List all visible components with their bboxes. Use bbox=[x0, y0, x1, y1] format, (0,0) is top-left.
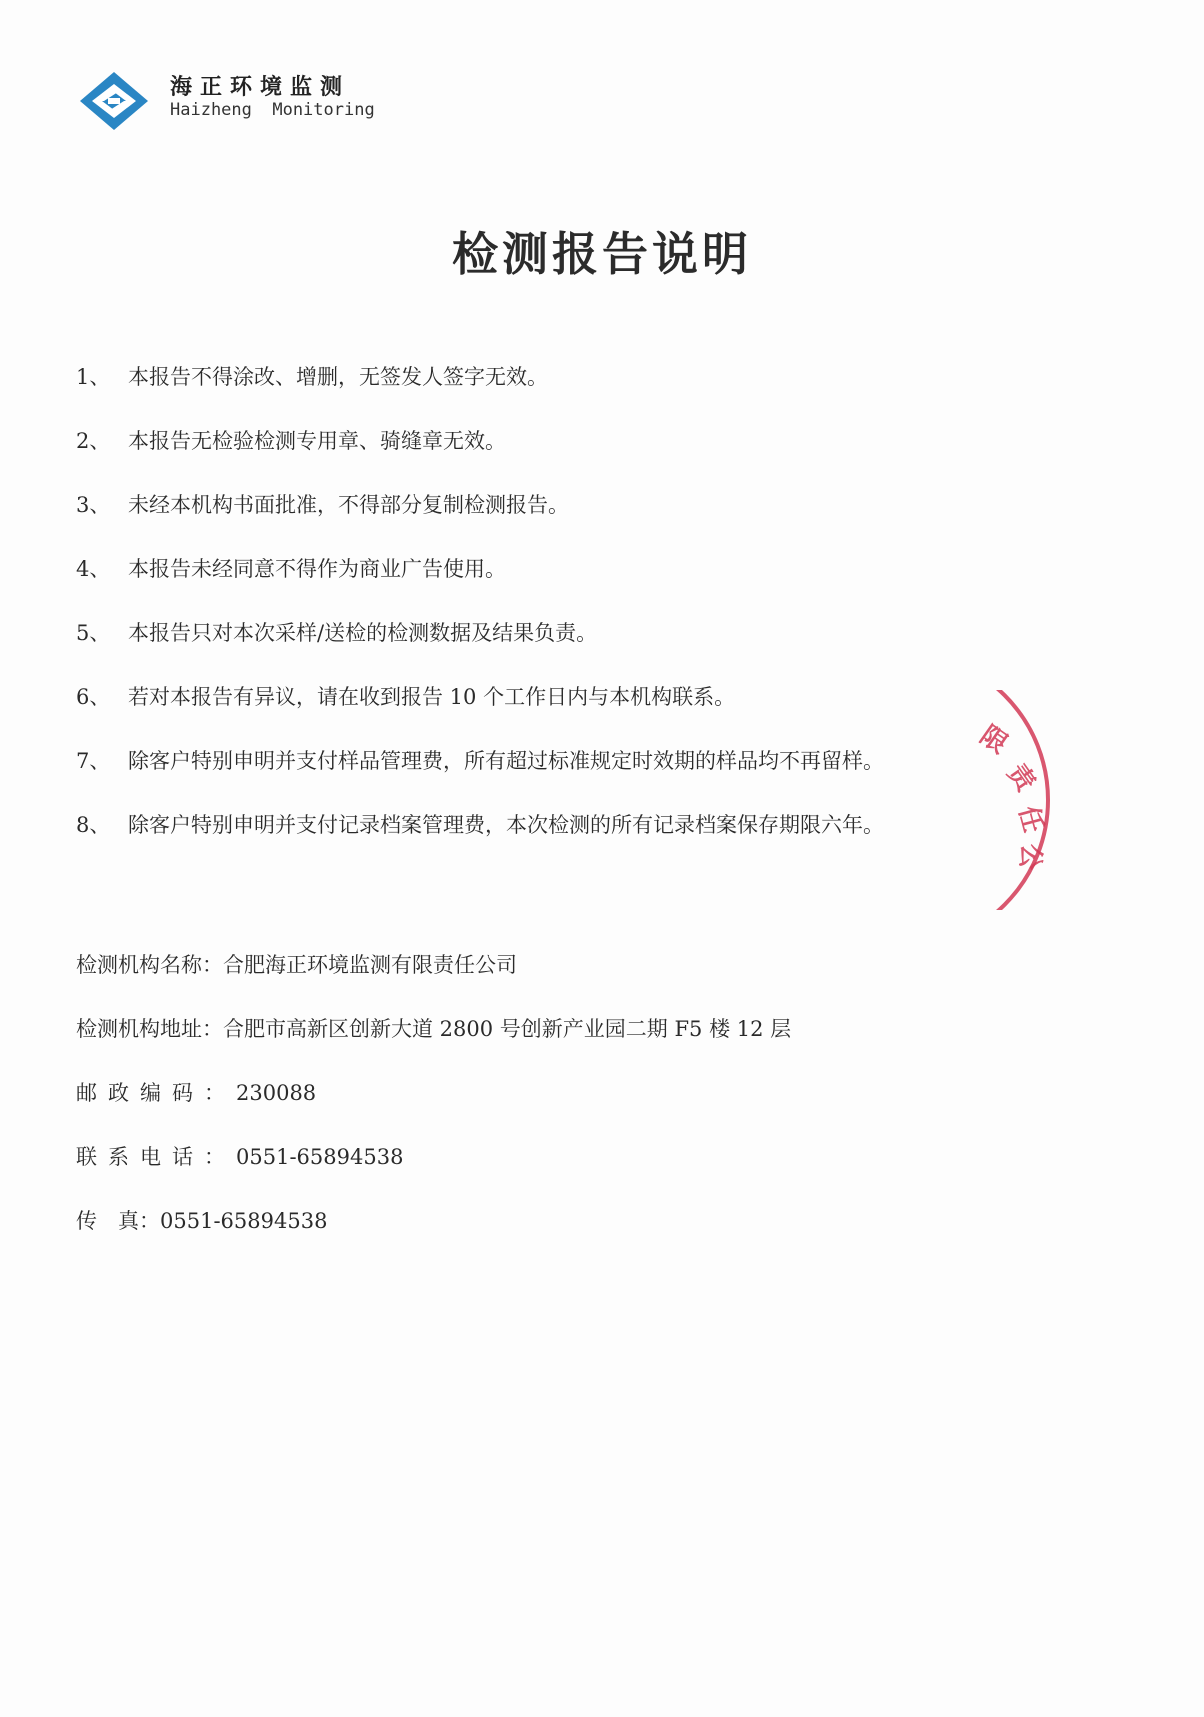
fax-label: 传 真： bbox=[76, 1209, 160, 1233]
company-seal-stamp bbox=[960, 690, 1080, 910]
item-text: 本报告不得涂改、增删，无签发人签字无效。 bbox=[128, 365, 548, 389]
list-item bbox=[76, 746, 1076, 810]
fax-row bbox=[76, 1206, 1076, 1270]
postcode-value: 230088 bbox=[236, 1081, 317, 1105]
item-number: 5、 bbox=[76, 621, 111, 645]
item-number: 3、 bbox=[76, 493, 111, 517]
item-text: 除客户特别申明并支付样品管理费，所有超过标准规定时效期的样品均不再留样。 bbox=[128, 749, 884, 773]
item-number: 8、 bbox=[76, 813, 111, 837]
item-number: 7、 bbox=[76, 749, 111, 773]
item-text: 本报告未经同意不得作为商业广告使用。 bbox=[128, 557, 506, 581]
list-item bbox=[76, 426, 1076, 490]
org-name-label: 检测机构名称： bbox=[76, 953, 223, 977]
item-text: 未经本机构书面批准，不得部分复制检测报告。 bbox=[128, 493, 569, 517]
org-name-value: 合肥海正环境监测有限责任公司 bbox=[223, 953, 517, 977]
brand-name-en: Haizheng Monitoring bbox=[170, 100, 375, 120]
item-number: 2、 bbox=[76, 429, 111, 453]
item-text: 本报告无检验检测专用章、骑缝章无效。 bbox=[128, 429, 506, 453]
list-item bbox=[76, 810, 1076, 874]
org-name-row bbox=[76, 950, 1076, 1014]
item-text: 除客户特别申明并支付记录档案管理费，本次检测的所有记录档案保存期限六年。 bbox=[128, 813, 884, 837]
list-item bbox=[76, 682, 1076, 746]
svg-text:责: 责 bbox=[1001, 758, 1041, 798]
svg-text:公: 公 bbox=[1013, 842, 1046, 872]
page-title: 检测报告说明 bbox=[452, 227, 752, 281]
fax-value: 0551-65894538 bbox=[160, 1209, 328, 1233]
item-number: 1、 bbox=[76, 365, 111, 389]
item-text: 本报告只对本次采样/送检的检测数据及结果负责。 bbox=[128, 621, 598, 645]
contact-info bbox=[76, 950, 1076, 1270]
list-item bbox=[76, 490, 1076, 554]
notes-list bbox=[76, 362, 1076, 874]
item-number: 6、 bbox=[76, 685, 111, 709]
brand-name-cn: 海正环境监测 bbox=[170, 75, 351, 100]
postcode-label: 邮政编码： bbox=[76, 1081, 236, 1105]
address-label: 检测机构地址： bbox=[76, 1017, 223, 1041]
list-item bbox=[76, 618, 1076, 682]
svg-text:任: 任 bbox=[1012, 803, 1049, 836]
svg-text:限: 限 bbox=[974, 720, 1013, 760]
postcode-row bbox=[76, 1078, 1076, 1142]
haizheng-logo-icon bbox=[78, 70, 150, 132]
item-text: 若对本报告有异议，请在收到报告 10 个工作日内与本机构联系。 bbox=[128, 685, 736, 709]
phone-value: 0551-65894538 bbox=[236, 1145, 404, 1169]
item-number: 4、 bbox=[76, 557, 111, 581]
list-item bbox=[76, 554, 1076, 618]
address-value: 合肥市高新区创新大道 2800 号创新产业园二期 F5 楼 12 层 bbox=[223, 1017, 792, 1041]
phone-row bbox=[76, 1142, 1076, 1206]
phone-label: 联系电话： bbox=[76, 1145, 236, 1169]
list-item bbox=[76, 362, 1076, 426]
address-row bbox=[76, 1014, 1076, 1078]
